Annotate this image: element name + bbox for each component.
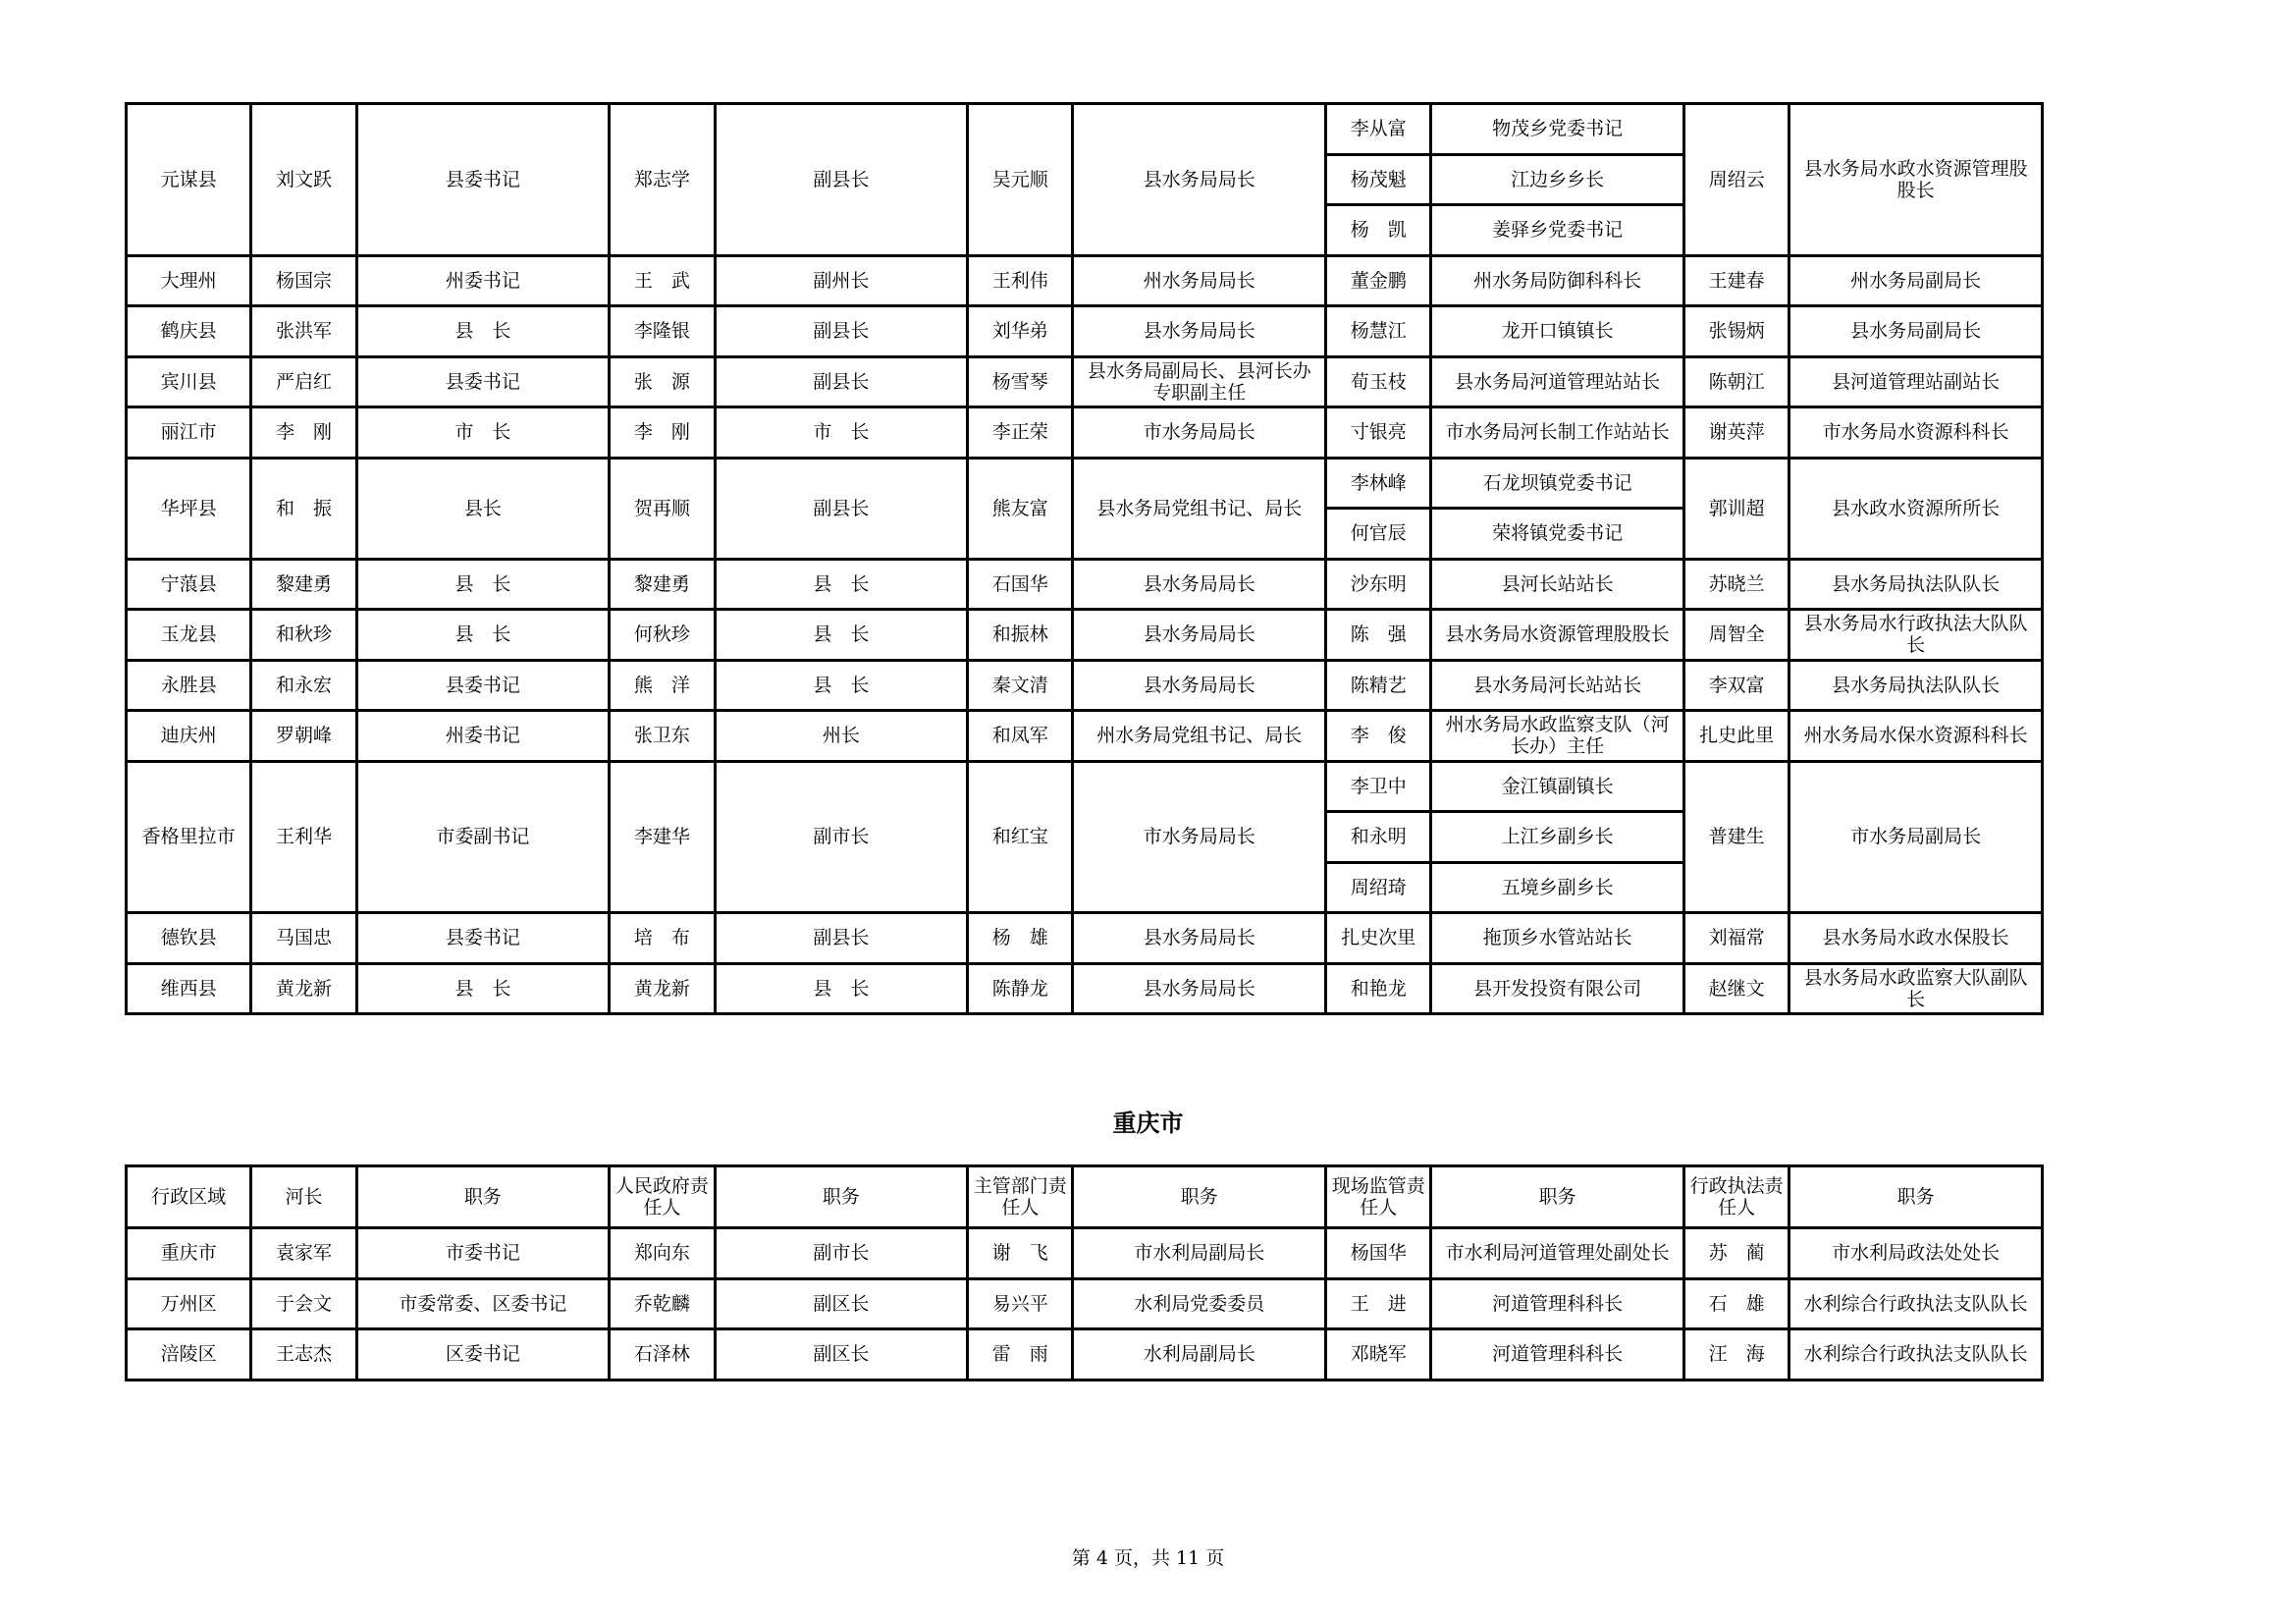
dept-responsible-cell: 杨雪琴: [968, 356, 1073, 407]
site-supervisor-cell: 杨茂魁: [1326, 154, 1431, 205]
law-enforcement-title-cell: 县水务局水政水保股长: [1789, 913, 2043, 964]
gov-responsible-title-cell: 副县长: [715, 356, 968, 407]
table-cell: 区委书记: [356, 1329, 610, 1380]
region-cell: 华坪县: [127, 458, 251, 559]
law-enforcement-cell: 王建春: [1684, 255, 1789, 306]
river-chief-title-cell: 市委副书记: [356, 761, 610, 913]
dept-responsible-title-cell: 县水务局局长: [1073, 963, 1326, 1014]
table-cell: 石 雄: [1684, 1278, 1789, 1329]
law-enforcement-title-cell: 县水务局执法队队长: [1789, 660, 2043, 711]
gov-responsible-cell: 张 源: [610, 356, 715, 407]
gov-responsible-title-cell: 副市长: [715, 761, 968, 913]
site-supervisor-cell: 周绍琦: [1326, 862, 1431, 913]
column-header: 人民政府责任人: [610, 1166, 715, 1228]
table-row: [127, 761, 2043, 812]
river-chief-cell: 严启红: [251, 356, 356, 407]
gov-responsible-title-cell: 副县长: [715, 458, 968, 559]
table-cell: 市委书记: [356, 1228, 610, 1279]
column-header: 职务: [1073, 1166, 1326, 1228]
site-supervisor-cell: 陈 强: [1326, 610, 1431, 661]
river-chief-title-cell: 县长: [356, 458, 610, 559]
gov-responsible-cell: 张卫东: [610, 711, 715, 762]
site-supervisor-cell: 陈精艺: [1326, 660, 1431, 711]
table-cell: 涪陵区: [127, 1329, 251, 1380]
river-chief-title-cell: 县 长: [356, 559, 610, 610]
river-chief-title-cell: 县 长: [356, 306, 610, 357]
river-chief-cell: 杨国宗: [251, 255, 356, 306]
table-row: [127, 407, 2043, 459]
table-cell: 重庆市: [127, 1228, 251, 1279]
site-supervisor-cell: 何官辰: [1326, 509, 1431, 560]
gov-responsible-title-cell: 副县长: [715, 913, 968, 964]
gov-responsible-cell: 李 刚: [610, 407, 715, 459]
table-row: [127, 963, 2043, 1014]
site-supervisor-cell: 沙东明: [1326, 559, 1431, 610]
site-supervisor-cell: 杨慧江: [1326, 306, 1431, 357]
dept-responsible-title-cell: 市水务局局长: [1073, 407, 1326, 459]
table-cell: 易兴平: [968, 1278, 1073, 1329]
column-header: 职务: [1789, 1166, 2043, 1228]
site-supervisor-cell: 和艳龙: [1326, 963, 1431, 1014]
dept-responsible-cell: 刘华弟: [968, 306, 1073, 357]
table-cell: 市水利局副局长: [1073, 1228, 1326, 1279]
gov-responsible-title-cell: 县 长: [715, 660, 968, 711]
site-supervisor-title-cell: 县水务局河道管理站站长: [1431, 356, 1684, 407]
table-cell: 于会文: [251, 1278, 356, 1329]
law-enforcement-title-cell: 州水务局水保水资源科科长: [1789, 711, 2043, 762]
law-enforcement-title-cell: 市水务局副局长: [1789, 761, 2043, 913]
law-enforcement-title-cell: 县水务局水行政执法大队队长: [1789, 610, 2043, 661]
table-row: [127, 306, 2043, 357]
table-cell: 水利局党委委员: [1073, 1278, 1326, 1329]
law-enforcement-title-cell: 县水务局副局长: [1789, 306, 2043, 357]
column-header: 职务: [356, 1166, 610, 1228]
table-row: [127, 559, 2043, 610]
table-header: [127, 1166, 2043, 1228]
table-cell: 邓晓军: [1326, 1329, 1431, 1380]
site-supervisor-title-cell: 拖顶乡水管站站长: [1431, 913, 1684, 964]
river-chief-cell: 和 振: [251, 458, 356, 559]
dept-responsible-cell: 和红宝: [968, 761, 1073, 913]
site-supervisor-title-cell: 江边乡乡长: [1431, 154, 1684, 205]
dept-responsible-cell: 李正荣: [968, 407, 1073, 459]
site-supervisor-title-cell: 市水务局河长制工作站站长: [1431, 407, 1684, 459]
site-supervisor-title-cell: 石龙坝镇党委书记: [1431, 458, 1684, 509]
river-chief-cell: 刘文跃: [251, 104, 356, 256]
law-enforcement-cell: 苏晓兰: [1684, 559, 1789, 610]
river-chief-title-cell: 县 长: [356, 963, 610, 1014]
column-header: 行政区域: [127, 1166, 251, 1228]
gov-responsible-cell: 王 武: [610, 255, 715, 306]
dept-responsible-cell: 和凤军: [968, 711, 1073, 762]
law-enforcement-cell: 陈朝江: [1684, 356, 1789, 407]
table-cell: 汪 海: [1684, 1329, 1789, 1380]
law-enforcement-title-cell: 州水务局副局长: [1789, 255, 2043, 306]
site-supervisor-cell: 董金鹏: [1326, 255, 1431, 306]
site-supervisor-title-cell: 州水务局水政监察支队（河长办）主任: [1431, 711, 1684, 762]
dept-responsible-title-cell: 县水务局局长: [1073, 660, 1326, 711]
river-chief-cell: 黄龙新: [251, 963, 356, 1014]
region-cell: 德钦县: [127, 913, 251, 964]
law-enforcement-cell: 张锡炳: [1684, 306, 1789, 357]
site-supervisor-title-cell: 荣将镇党委书记: [1431, 509, 1684, 560]
gov-responsible-title-cell: 州长: [715, 711, 968, 762]
section-title: 重庆市: [1112, 1110, 1184, 1137]
dept-responsible-title-cell: 州水务局党组书记、局长: [1073, 711, 1326, 762]
table-cell: 石泽林: [610, 1329, 715, 1380]
river-chief-cell: 和永宏: [251, 660, 356, 711]
gov-responsible-cell: 李建华: [610, 761, 715, 913]
dept-responsible-cell: 石国华: [968, 559, 1073, 610]
dept-responsible-title-cell: 县水务局局长: [1073, 306, 1326, 357]
gov-responsible-title-cell: 副州长: [715, 255, 968, 306]
table-row: [127, 1278, 2043, 1329]
river-chief-cell: 王利华: [251, 761, 356, 913]
table-cell: 副市长: [715, 1228, 968, 1279]
gov-responsible-title-cell: 县 长: [715, 610, 968, 661]
law-enforcement-cell: 李双富: [1684, 660, 1789, 711]
dept-responsible-cell: 杨 雄: [968, 913, 1073, 964]
table-row: [127, 356, 2043, 407]
gov-responsible-title-cell: 副县长: [715, 104, 968, 256]
site-supervisor-cell: 荀玉枝: [1326, 356, 1431, 407]
dept-responsible-cell: 熊友富: [968, 458, 1073, 559]
river-chief-cell: 和秋珍: [251, 610, 356, 661]
river-chief-cell: 张洪军: [251, 306, 356, 357]
table-cell: 雷 雨: [968, 1329, 1073, 1380]
site-supervisor-cell: 李林峰: [1326, 458, 1431, 509]
site-supervisor-title-cell: 县河长站站长: [1431, 559, 1684, 610]
table-row: [127, 104, 2043, 155]
table-cell: 市水利局河道管理处副处长: [1431, 1228, 1684, 1279]
dept-responsible-title-cell: 县水务局局长: [1073, 104, 1326, 256]
column-header: 主管部门责任人: [968, 1166, 1073, 1228]
table-row: [127, 1329, 2043, 1380]
table-cell: 副区长: [715, 1278, 968, 1329]
dept-responsible-title-cell: 县水务局党组书记、局长: [1073, 458, 1326, 559]
table-cell: 市委常委、区委书记: [356, 1278, 610, 1329]
site-supervisor-title-cell: 龙开口镇镇长: [1431, 306, 1684, 357]
law-enforcement-cell: 周智全: [1684, 610, 1789, 661]
law-enforcement-cell: 谢英萍: [1684, 407, 1789, 459]
region-cell: 元谋县: [127, 104, 251, 256]
site-supervisor-cell: 李从富: [1326, 104, 1431, 155]
gov-responsible-cell: 熊 洋: [610, 660, 715, 711]
region-cell: 迪庆州: [127, 711, 251, 762]
table-cell: 王志杰: [251, 1329, 356, 1380]
site-supervisor-title-cell: 物茂乡党委书记: [1431, 104, 1684, 155]
law-enforcement-title-cell: 市水务局水资源科科长: [1789, 407, 2043, 459]
site-supervisor-cell: 扎史次里: [1326, 913, 1431, 964]
table-row: [127, 610, 2043, 661]
river-chief-title-cell: 市 长: [356, 407, 610, 459]
river-chief-cell: 李 刚: [251, 407, 356, 459]
dept-responsible-title-cell: 县水务局局长: [1073, 610, 1326, 661]
law-enforcement-title-cell: 县水务局水政水资源管理股股长: [1789, 104, 2043, 256]
river-chief-title-cell: 县委书记: [356, 356, 610, 407]
law-enforcement-title-cell: 县水务局执法队队长: [1789, 559, 2043, 610]
site-supervisor-cell: 李卫中: [1326, 761, 1431, 812]
dept-responsible-title-cell: 州水务局局长: [1073, 255, 1326, 306]
region-cell: 维西县: [127, 963, 251, 1014]
dept-responsible-cell: 秦文清: [968, 660, 1073, 711]
law-enforcement-title-cell: 县河道管理站副站长: [1789, 356, 2043, 407]
column-header: 行政执法责任人: [1684, 1166, 1789, 1228]
gov-responsible-cell: 黎建勇: [610, 559, 715, 610]
table-cell: 谢 飞: [968, 1228, 1073, 1279]
river-chief-title-cell: 县 长: [356, 610, 610, 661]
table-row: [127, 913, 2043, 964]
region-cell: 大理州: [127, 255, 251, 306]
site-supervisor-title-cell: 县水务局河长站站长: [1431, 660, 1684, 711]
river-chief-table-chongqing: [125, 1164, 2044, 1381]
law-enforcement-title-cell: 县水政水资源所所长: [1789, 458, 2043, 559]
law-enforcement-cell: 周绍云: [1684, 104, 1789, 256]
river-chief-cell: 罗朝峰: [251, 711, 356, 762]
table-cell: 乔乾麟: [610, 1278, 715, 1329]
region-cell: 香格里拉市: [127, 761, 251, 913]
table-cell: 郑向东: [610, 1228, 715, 1279]
table-cell: 河道管理科科长: [1431, 1329, 1684, 1380]
gov-responsible-title-cell: 市 长: [715, 407, 968, 459]
table-cell: 河道管理科科长: [1431, 1278, 1684, 1329]
gov-responsible-cell: 贺再顺: [610, 458, 715, 559]
table-row: [127, 711, 2043, 762]
header-row: [127, 1166, 2043, 1228]
river-chief-title-cell: 县委书记: [356, 660, 610, 711]
site-supervisor-title-cell: 姜驿乡党委书记: [1431, 205, 1684, 256]
table-cell: 袁家军: [251, 1228, 356, 1279]
gov-responsible-cell: 黄龙新: [610, 963, 715, 1014]
gov-responsible-cell: 何秋珍: [610, 610, 715, 661]
river-chief-title-cell: 县委书记: [356, 913, 610, 964]
table-row: [127, 458, 2043, 509]
table-row: [127, 1228, 2043, 1279]
table-body: [127, 104, 2043, 1014]
column-header: 职务: [715, 1166, 968, 1228]
site-supervisor-cell: 寸银亮: [1326, 407, 1431, 459]
law-enforcement-cell: 普建生: [1684, 761, 1789, 913]
dept-responsible-title-cell: 市水务局局长: [1073, 761, 1326, 913]
table-cell: 副区长: [715, 1329, 968, 1380]
region-cell: 永胜县: [127, 660, 251, 711]
gov-responsible-title-cell: 县 长: [715, 963, 968, 1014]
site-supervisor-cell: 李 俊: [1326, 711, 1431, 762]
law-enforcement-title-cell: 县水务局水政监察大队副队长: [1789, 963, 2043, 1014]
table-cell: 市水利局政法处处长: [1789, 1228, 2043, 1279]
gov-responsible-title-cell: 副县长: [715, 306, 968, 357]
region-cell: 宁蒗县: [127, 559, 251, 610]
dept-responsible-cell: 陈静龙: [968, 963, 1073, 1014]
site-supervisor-title-cell: 上江乡副乡长: [1431, 812, 1684, 863]
gov-responsible-cell: 郑志学: [610, 104, 715, 256]
dept-responsible-cell: 和振林: [968, 610, 1073, 661]
dept-responsible-cell: 吴元顺: [968, 104, 1073, 256]
table-body: [127, 1228, 2043, 1380]
dept-responsible-title-cell: 县水务局局长: [1073, 913, 1326, 964]
region-cell: 玉龙县: [127, 610, 251, 661]
law-enforcement-cell: 郭训超: [1684, 458, 1789, 559]
law-enforcement-cell: 赵继文: [1684, 963, 1789, 1014]
table-row: [127, 255, 2043, 306]
site-supervisor-title-cell: 金江镇副镇长: [1431, 761, 1684, 812]
gov-responsible-title-cell: 县 长: [715, 559, 968, 610]
law-enforcement-cell: 刘福常: [1684, 913, 1789, 964]
site-supervisor-title-cell: 县水务局水资源管理股股长: [1431, 610, 1684, 661]
table-row: [127, 660, 2043, 711]
river-chief-table-yunnan: [125, 102, 2044, 1015]
table-cell: 王 进: [1326, 1278, 1431, 1329]
gov-responsible-cell: 李隆银: [610, 306, 715, 357]
page-footer: 第 4 页，共 11 页: [1071, 1547, 1225, 1569]
table-cell: 水利综合行政执法支队队长: [1789, 1329, 2043, 1380]
region-cell: 鹤庆县: [127, 306, 251, 357]
region-cell: 宾川县: [127, 356, 251, 407]
dept-responsible-cell: 王利伟: [968, 255, 1073, 306]
column-header: 职务: [1431, 1166, 1684, 1228]
site-supervisor-title-cell: 五境乡副乡长: [1431, 862, 1684, 913]
region-cell: 丽江市: [127, 407, 251, 459]
law-enforcement-cell: 扎史此里: [1684, 711, 1789, 762]
dept-responsible-title-cell: 县水务局局长: [1073, 559, 1326, 610]
site-supervisor-title-cell: 县开发投资有限公司: [1431, 963, 1684, 1014]
table-cell: 杨国华: [1326, 1228, 1431, 1279]
site-supervisor-cell: 杨 凯: [1326, 205, 1431, 256]
table-cell: 苏 蔺: [1684, 1228, 1789, 1279]
table-cell: 水利局副局长: [1073, 1329, 1326, 1380]
site-supervisor-title-cell: 州水务局防御科科长: [1431, 255, 1684, 306]
table-cell: 水利综合行政执法支队队长: [1789, 1278, 2043, 1329]
river-chief-title-cell: 州委书记: [356, 711, 610, 762]
dept-responsible-title-cell: 县水务局副局长、县河长办专职副主任: [1073, 356, 1326, 407]
column-header: 现场监管责任人: [1326, 1166, 1431, 1228]
river-chief-title-cell: 州委书记: [356, 255, 610, 306]
table-cell: 万州区: [127, 1278, 251, 1329]
gov-responsible-cell: 培 布: [610, 913, 715, 964]
river-chief-title-cell: 县委书记: [356, 104, 610, 256]
river-chief-cell: 马国忠: [251, 913, 356, 964]
column-header: 河长: [251, 1166, 356, 1228]
site-supervisor-cell: 和永明: [1326, 812, 1431, 863]
river-chief-cell: 黎建勇: [251, 559, 356, 610]
